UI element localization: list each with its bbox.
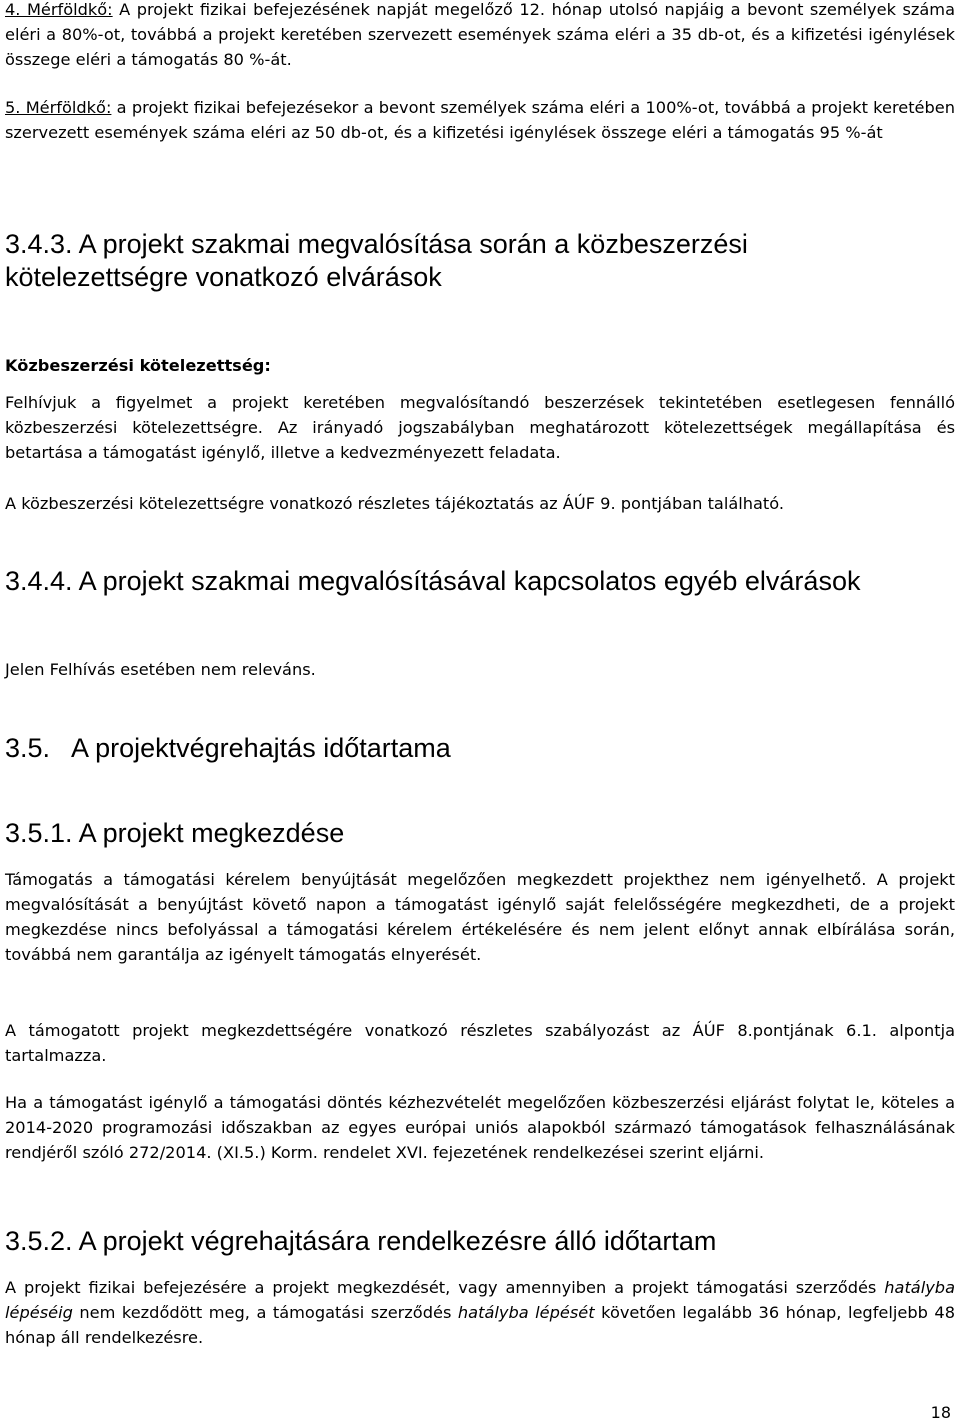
section-3-4-3-subheading: Közbeszerzési kötelezettség: — [5, 356, 271, 375]
section-3-4-3-p1: Felhívjuk a figyelmet a projekt keretében megvalósítandó beszerzések tekintetében esetlegesen fennálló közbeszerzési kötelezettségre. Az irányadó jogszabályban meghatározott kötelezettségek megállapítása és betartása a támogatást igénylő, illetve a kedvezményezett feladata. — [5, 393, 955, 462]
section-3-4-3-p2: A közbeszerzési kötelezettségre vonatkozó részletes tájékoztatás az ÁÚF 9. pontjában található. — [5, 494, 785, 513]
section-3-5-2-p1 — [5, 1275, 955, 1350]
section-3-5-1-p1: Támogatás a támogatási kérelem benyújtását megelőzően megkezdett projekthez nem igényelhető. A projekt megvalósítását a benyújtást követő napon a támogatást igénylő saját felelősségére megkezdheti, de a projekt megkezdése nincs befolyással a támogatási kérelem értékelésére és nem jelent előnyt annak elbírálása során, továbbá nem garantálja az igényelt támogatás elnyerését. — [5, 870, 955, 964]
section-3-5-1-p2-block — [5, 1018, 955, 1068]
section-3-5-1-p3-block — [5, 1090, 955, 1165]
milestone-4-label: 4. Mérföldkő: — [5, 0, 113, 19]
section-3-5-2 — [5, 1225, 955, 1258]
section-3-4-4-p1: Jelen Felhívás esetében nem releváns. — [5, 660, 316, 679]
section-3-5 — [5, 732, 955, 765]
milestone-4-text: A projekt fizikai befejezésének napját megelőző 12. hónap utolsó napjáig a bevont személyek száma eléri a 80%-ot, továbbá a projekt keretében szervezett események száma eléri a 35 db-ot, és a kifizetési igénylések összege eléri a támogatás 80 %-át. — [5, 0, 955, 69]
section-3-4-3-p1-block — [5, 390, 955, 465]
milestone-4 — [5, 0, 955, 72]
milestone-5-text: a projekt fizikai befejezésekor a bevont személyek száma eléri a 100%-ot, továbbá a projekt keretében szervezett események száma eléri az 50 db-ot, és a kifizetési igénylések összege eléri a támogatás 95 %-át — [5, 98, 955, 142]
milestone-5-label: 5. Mérföldkő: — [5, 98, 112, 117]
section-3-5-2-p1-b: hatályba lépéséig — [5, 1278, 955, 1322]
milestone-5 — [5, 95, 955, 145]
section-3-5-2-heading: 3.5.2. A projekt végrehajtására rendelkezésre álló időtartam — [5, 1226, 717, 1256]
section-3-4-4-p1-block — [5, 657, 955, 682]
page-number: 18 — [930, 1403, 951, 1422]
section-3-4-4-heading: 3.4.4. A projekt szakmai megvalósításával kapcsolatos egyéb elvárások — [5, 566, 861, 596]
section-3-5-2-p1-d: hatályba lépését — [457, 1303, 595, 1322]
section-3-5-1 — [5, 817, 955, 850]
section-3-4-3-heading: 3.4.3. A projekt szakmai megvalósítása során a közbeszerzési kötelezettségre vonatkozó elvárások — [5, 229, 748, 292]
section-3-5-heading: 3.5. A projektvégrehajtás időtartama — [5, 733, 451, 763]
section-3-5-1-p2: A támogatott projekt megkezdettségére vonatkozó részletes szabályozást az ÁÚF 8.pontjának 6.1. alpontja tartalmazza. — [5, 1021, 955, 1065]
section-3-4-3-body — [5, 353, 955, 378]
section-3-4-4 — [5, 565, 955, 598]
section-3-5-2-p1-e: követően legalább 36 hónap, legfeljebb 48 hónap áll rendelkezésre. — [5, 1303, 956, 1347]
section-3-4-3-p2-block — [5, 491, 955, 516]
section-3-5-1-p3: Ha a támogatást igénylő a támogatási döntés kézhezvételét megelőzően közbeszerzési eljárást folytat le, köteles a 2014-2020 programozási időszakban az egyes európai uniós alapokból származó támogatások felhasználásának rendjéről szóló 272/2014. (XI.5.) Korm. rendelet XVI. fejezetének rendelkezései szerint eljárni. — [5, 1093, 955, 1162]
section-3-5-2-p1-c: nem kezdődött meg, a támogatási szerződés — [72, 1303, 458, 1322]
section-3-4-3 — [5, 228, 805, 294]
section-3-5-2-p1-block — [5, 1275, 955, 1350]
section-3-5-1-heading: 3.5.1. A projekt megkezdése — [5, 818, 345, 848]
section-3-5-1-p1-block — [5, 867, 955, 967]
section-3-5-2-p1-a: A projekt fizikai befejezésére a projekt megkezdését, vagy amennyiben a projekt támogatási szerződés — [5, 1278, 885, 1297]
